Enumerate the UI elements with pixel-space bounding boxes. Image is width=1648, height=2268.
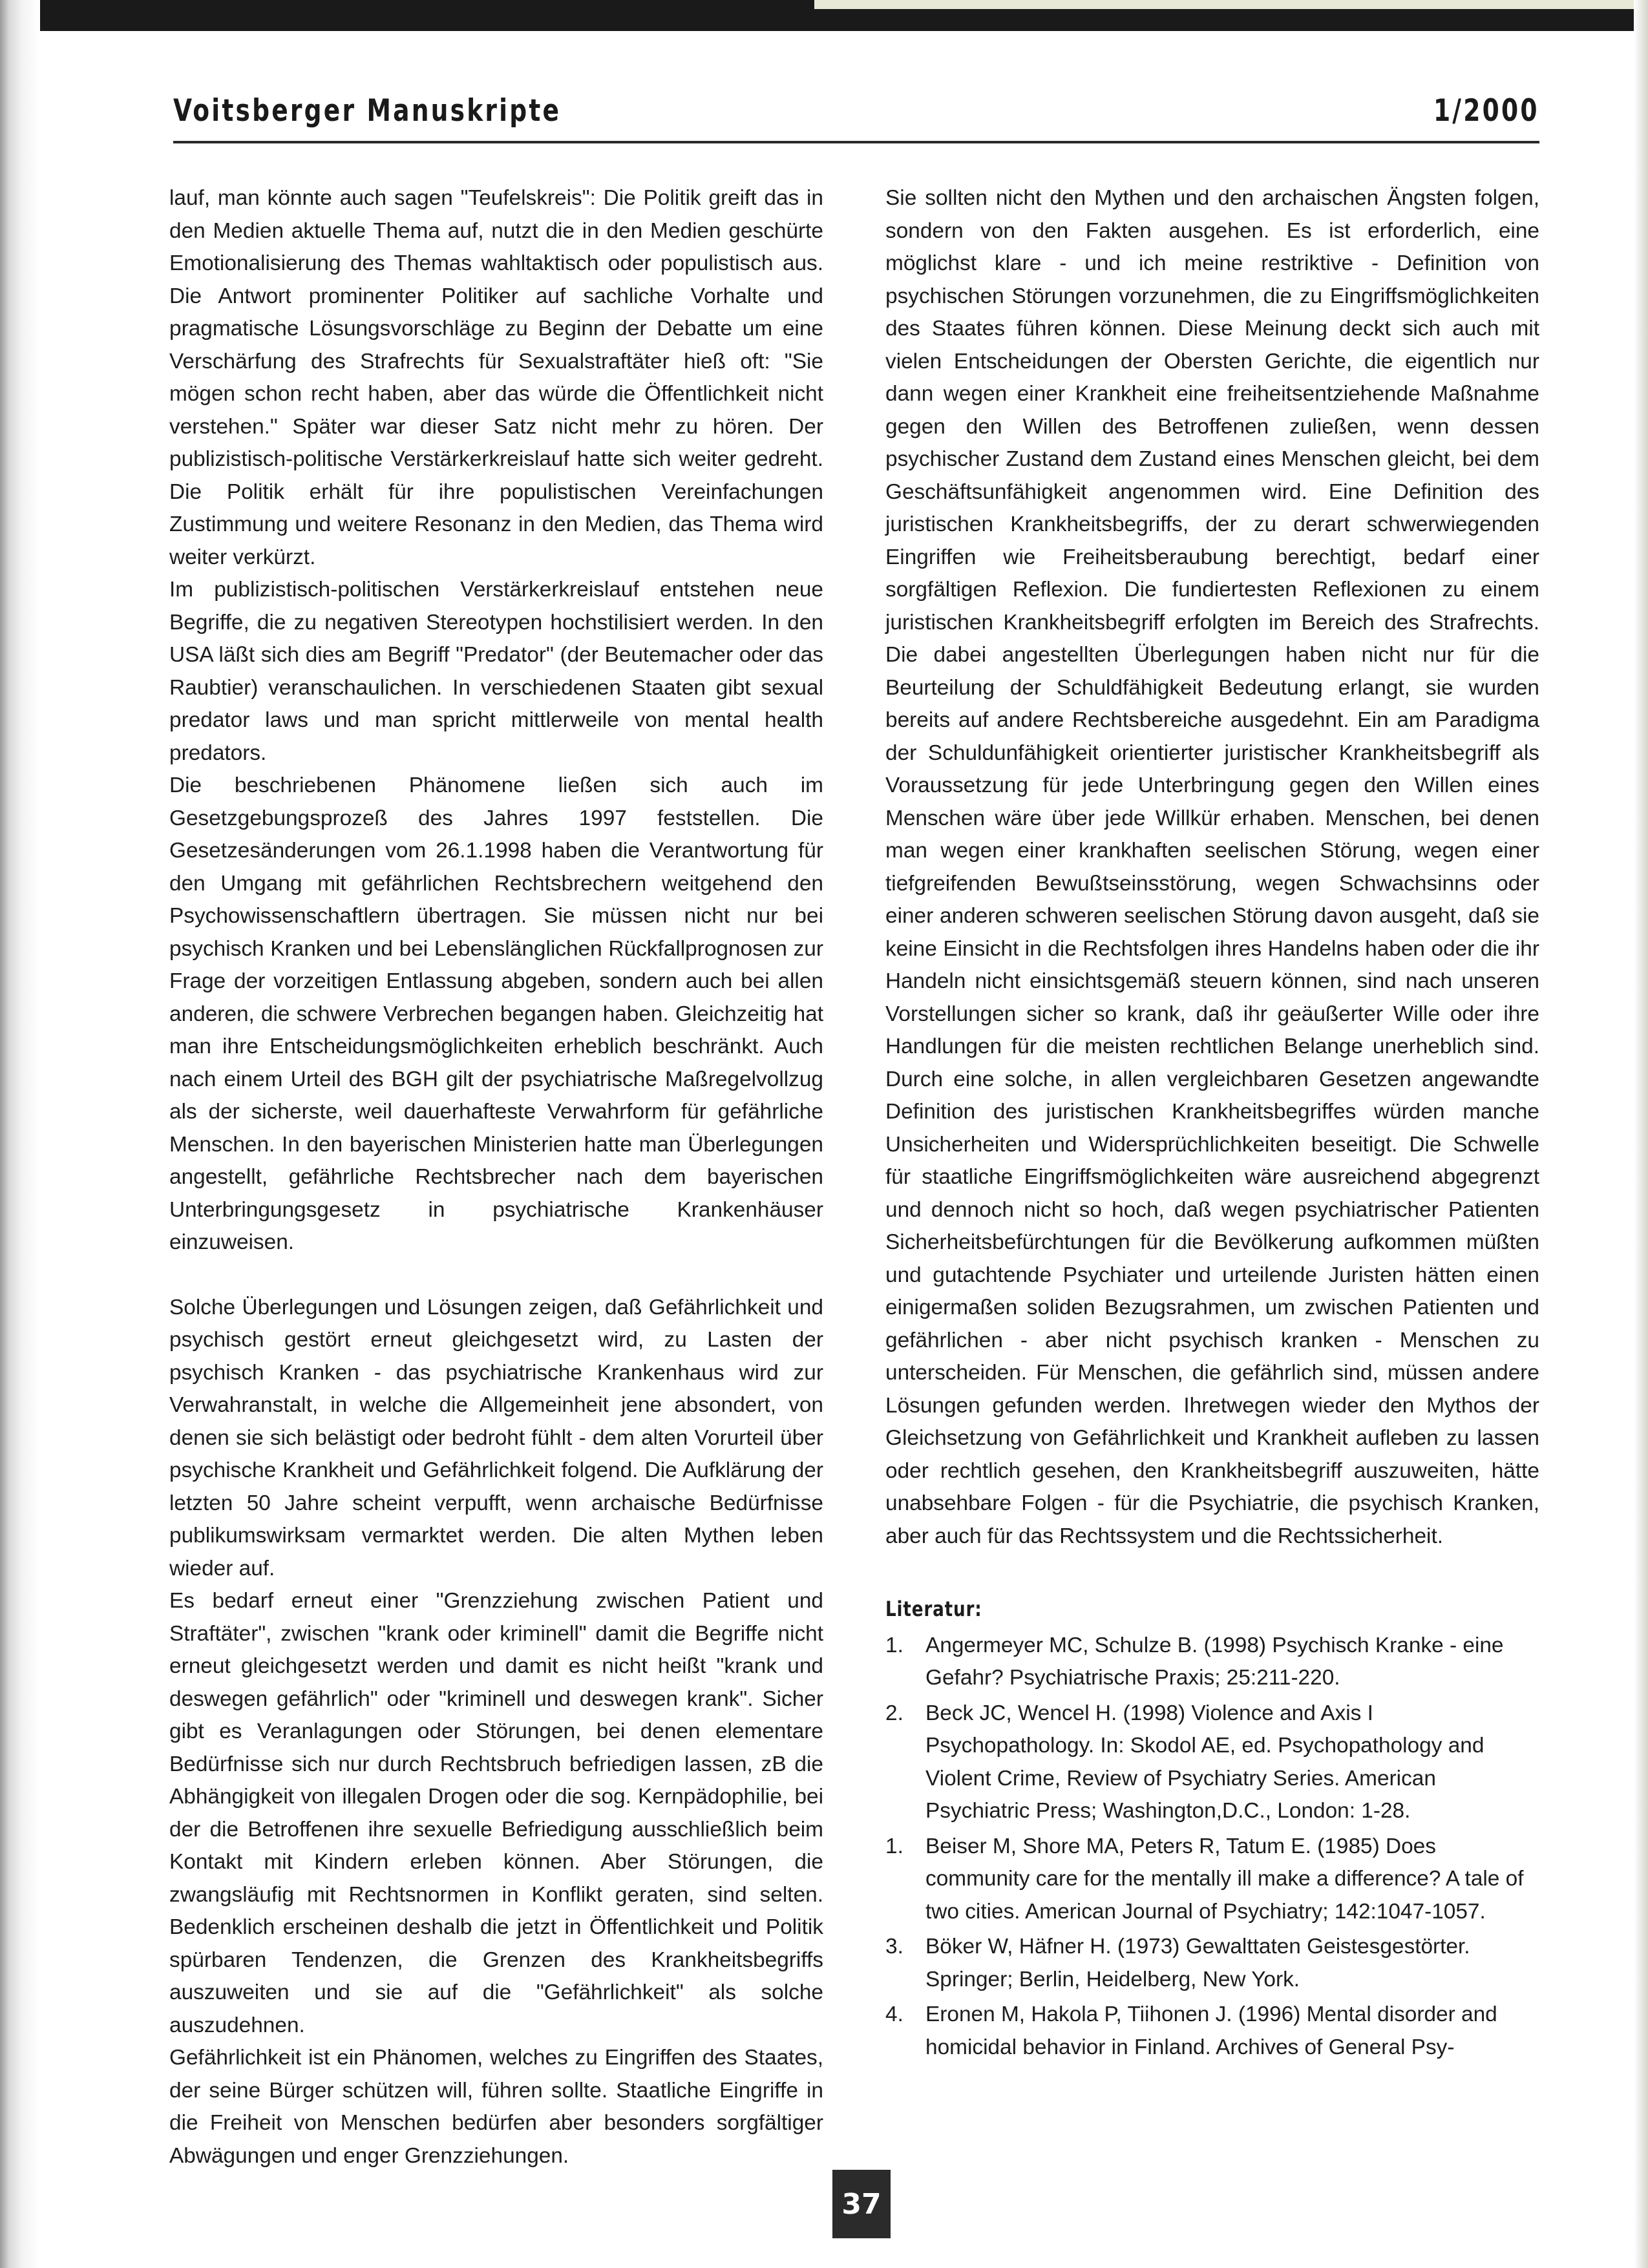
journal-title: Voitsberger Manuskripte bbox=[173, 93, 562, 129]
right-column bbox=[885, 182, 1539, 2066]
literature-heading: Literatur: bbox=[885, 1597, 982, 1621]
scan-edge-right bbox=[1634, 0, 1648, 2268]
reference-item bbox=[885, 1630, 1539, 1695]
reference-number: 1. bbox=[885, 1633, 903, 1657]
reference-number: 1. bbox=[885, 1834, 903, 1858]
paragraph: Sie sollten nicht den Mythen und den archaischen Ängsten folgen, sondern von den Fakten ausgehen. Es ist erforderlich, eine möglichst klare - und ich meine restriktive - Definition von psychischen Störungen vorzunehmen, die zu Eingriffsmöglichkeiten des Staates führen können. Diese Meinung deckt sich auch mit vielen Entscheidungen der Obersten Gerichte, die eigentlich nur dann wegen einer Krankheit eine freiheitsentziehende Maßnahme gegen den Willen des Betroffenen zuließen, wenn dessen psychischer Zustand dem Zustand eines Menschen gleicht, bei dem Geschäftsunfähigkeit angenommen wird. Eine Definition des juristischen Krankheitsbegriffs, der zu derart schwerwiegenden Eingriffen wie Freiheitsberaubung berechtigt, bedarf einer sorgfältigen Reflexion. Die fundiertesten Reflexionen zu einem juristischen Krankheitsbegriff erfolgten im Bereich des Strafrechts. Die dabei angestellten Überlegungen haben nicht nur für die Beurteilung der Schuldfähigkeit Bedeutung erlangt, sie wurden bereits auf andere Rechtsbereiche ausgedehnt. Ein am Paradigma der Schuldunfähigkeit orientierter juristischer Krankheitsbegriff als Voraussetzung für jede Unterbringung gegen den Willen eines Menschen wäre über jede Willkür erhaben. Menschen, bei denen man wegen einer krankhaften seelischen Störung, wegen einer tiefgreifenden Bewußtseinsstörung, wegen Schwachsinns oder einer anderen schweren seelischen Störung davon ausgeht, daß sie keine Einsicht in die Rechtsfolgen ihres Handelns haben oder die ihr Handeln nicht einsichtsgemäß steuern können, sind nach unseren Vorstellungen sicher so krank, daß ihr geäußerter Wille oder ihre Handlungen für die meisten rechtlichen Belange unerheblich sind. Durch eine solche, in allen vergleichbaren Gesetzen angewandte Definition des juristischen Krankheitsbegriffes würden manche Unsicherheiten und Widersprüchlichkeiten beseitigt. Die Schwelle für staatliche Eingriffsmöglichkeiten wäre ausreichend abgegrenzt und dennoch nicht so hoch, daß wegen psychiatrischer Patienten Sicherheitsbefürchtungen für die Bevölkerung aufkommen müßten und gutachtende Psychiater und urteilende Juristen hätten einen einigermaßen soliden Bezugsrahmen, um zwischen Patienten und gefährlichen - aber nicht psychisch kranken - Menschen zu unterscheiden. Für Menschen, die gefährlich sind, müssen andere Lösungen gefunden werden. Ihretwegen wieder den Mythos der Gleichsetzung von Gefährlichkeit und Krankheit aufleben zu lassen oder rechtlich gesehen, den Krankheitsbegriff auszuweiten, hätte unabsehbare Folgen - für die Psychiatrie, die psychisch Kranken, aber auch für das Rechtssystem und die Rechtssicherheit. bbox=[885, 186, 1539, 1548]
reference-item bbox=[885, 1697, 1539, 1828]
reference-number: 2. bbox=[885, 1701, 903, 1725]
reference-number: 4. bbox=[885, 2002, 903, 2026]
reference-item bbox=[885, 1999, 1539, 2064]
reference-text: Angermeyer MC, Schulze B. (1998) Psychisch Kranke - eine Gefahr? Psychiatrische Praxis; 25:211-220. bbox=[925, 1633, 1504, 1690]
reference-item bbox=[885, 1831, 1539, 1929]
paragraph: lauf, man könnte auch sagen "Teufelskreis": Die Politik greift das in den Medien aktuelle Thema auf, nutzt die in den Medien geschürte Emotionalisierung des Themas wahltaktisch oder populistisch aus. Die Antwort prominenter Politiker auf sachliche Vorhalte und pragmatische Lösungsvorschläge zu Beginn der Debatte um eine Verschärfung des Strafrechts für Sexualstraftäter hieß oft: "Sie mögen schon recht haben, aber das würde die Öffentlichkeit nicht verstehen." Später war dieser Satz nicht mehr zu hören. Der publizistisch-politische Verstärkerkreislauf hatte sich weiter gedreht. Die Politik erhält für ihre populistischen Vereinfachungen Zustimmung und weitere Resonanz in den Medien, das Thema wird weiter verkürzt. bbox=[169, 186, 823, 569]
reference-number: 3. bbox=[885, 1935, 903, 1958]
left-column bbox=[169, 182, 823, 2172]
scan-edge-left bbox=[0, 0, 40, 2268]
page-number: 37 bbox=[832, 2170, 891, 2238]
reference-text: Beiser M, Shore MA, Peters R, Tatum E. (1985) Does community care for the mentally ill make a difference? A tale of two cities. American Journal of Psychiatry; 142:1047-1057. bbox=[925, 1834, 1524, 1924]
reference-text: Eronen M, Hakola P, Tiihonen J. (1996) Mental disorder and homicidal behavior in Finland. Archives of General Psy- bbox=[925, 2002, 1497, 2059]
reference-list bbox=[885, 1630, 1539, 2064]
paragraph: Die beschriebenen Phänomene ließen sich auch im Gesetzgebungsprozeß des Jahres 1997 feststellen. Die Gesetzesänderungen vom 26.1.1998 haben die Verantwortung für den Umgang mit gefährlichen Rechtsbrechern weitgehend den Psychowissenschaftlern übertragen. Sie müssen nicht nur bei psychisch Kranken und bei Lebenslänglichen Rückfallprognosen zur Frage der vorzeitigen Entlassung abgeben, sondern auch bei allen anderen, die schwere Verbrechen begangen haben. Gleichzeitig hat man ihre Entscheidungsmöglichkeiten erheblich beschränkt. Auch nach einem Urteil des BGH gilt der psychiatrische Maßregelvollzug als der sicherste, weil dauerhafteste Verwahrform für gefährliche Menschen. In den bayerischen Ministerien hatte man Überlegungen angestellt, gefährliche Rechtsbrecher nach dem bayerischen Unterbringungsgesetz in psychiatrische Krankenhäuser einzuweisen. bbox=[169, 773, 823, 1254]
paragraph: Im publizistisch-politischen Verstärkerkreislauf entstehen neue Begriffe, die zu negativen Stereotypen hochstilisiert werden. In den USA läßt sich dies am Begriff "Predator" (der Beutemacher oder das Raubtier) veranschaulichen. In verschiedenen Staaten gibt sexual predator laws und man spricht mittlerweile von mental health predators. bbox=[169, 578, 823, 765]
reference-text: Böker W, Häfner H. (1973) Gewalttaten Geistesgestörter. Springer; Berlin, Heidelberg, New York. bbox=[925, 1935, 1470, 1991]
reference-item bbox=[885, 1931, 1539, 1996]
scan-edge-top-paper bbox=[814, 0, 1648, 9]
paragraph: Es bedarf erneut einer "Grenzziehung zwischen Patient und Straftäter", zwischen "krank oder kriminell" damit die Begriffe nicht erneut gleichgesetzt werden und damit es nicht heißt "krank und deswegen gefährlich" oder "kriminell und deswegen krank". Sicher gibt es Veranlagungen oder Störungen, bei denen elementare Bedürfnisse sich nur durch Rechtsbruch befriedigen lassen, zB die Abhängigkeit von illegalen Drogen oder die sog. Kernpädophilie, bei der die Betroffenen ihre sexuelle Befriedigung ausschließlich beim Kontakt mit Kindern erleben können. Aber Störungen, die zwangsläufig mit Rechtsnormen in Konflikt geraten, sind selten. Bedenklich erscheinen deshalb die jetzt in Öffentlichkeit und Politik spürbaren Tendenzen, die Grenzen des Krankheitsbegriffs auszuweiten und sie auf die "Gefährlichkeit" als solche auszudehnen. bbox=[169, 1589, 823, 2037]
page-header bbox=[173, 88, 1539, 146]
reference-text: Beck JC, Wencel H. (1998) Violence and Axis I Psychopathology. In: Skodol AE, ed. Psychopathology and Violent Crime, Review of Psychiatry Series. American Psychiatric Press; Washington,D.C., London: 1-28. bbox=[925, 1701, 1484, 1823]
issue-number: 1/2000 bbox=[1433, 93, 1539, 129]
paragraph: Solche Überlegungen und Lösungen zeigen, daß Gefährlichkeit und psychisch gestört erneut gleichgesetzt wird, zu Lasten der psychisch Kranken - das psychiatrische Krankenhaus wird zur Verwahranstalt, in welche die Allgemeinheit jene absondert, von denen sie sich belästigt oder bedroht fühlt - dem alten Vorurteil über psychische Krankheit und Gefährlichkeit folgend. Die Aufklärung der letzten 50 Jahre scheint verpufft, wenn archaische Bedürfnisse publikumswirksam vermarktet werden. Die alten Mythen leben wieder auf. bbox=[169, 1295, 823, 1580]
paragraph: Gefährlichkeit ist ein Phänomen, welches zu Eingriffen des Staates, der seine Bürger schützen will, führen sollte. Staatliche Eingriffe in die Freiheit von Menschen bedürfen aber besonders sorgfältiger Abwägungen und enger Grenzziehungen. bbox=[169, 2046, 823, 2168]
header-rule bbox=[173, 141, 1539, 143]
